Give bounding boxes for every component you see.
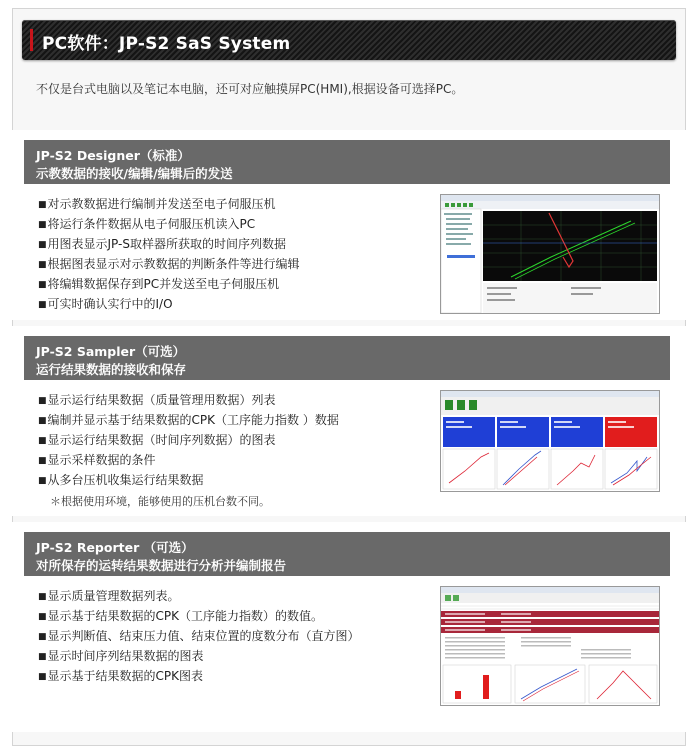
list-item: ■ 显示运行结果数据（质量管理用数据）列表 (38, 390, 339, 410)
sampler-note: ＊根据使用环境，能够使用的压机台数不同。 (50, 495, 270, 508)
list-item: ■ 显示时间序列结果数据的图表 (38, 646, 360, 666)
header-accent-bar (30, 29, 33, 51)
list-item: ■ 显示判断值、结束压力值、结束位置的度数分布（直方图） (38, 626, 360, 646)
list-item: ■ 将运行条件数据从电子伺服压机读入PC (38, 214, 300, 234)
list-item: ■ 显示基于结果数据的CPK（工序能力指数）的数值。 (38, 606, 360, 626)
list-item: ■ 将编辑数据保存到PC并发送至电子伺服压机 (38, 274, 300, 294)
section-subtitle: 对所保存的运转结果数据进行分析并编制报告 (36, 558, 287, 573)
list-item: ■ 显示运行结果数据（时间序列数据）的图表 (38, 430, 339, 450)
section-subtitle: 运行结果数据的接收和保存 (36, 362, 187, 377)
sampler-screenshot (440, 390, 660, 492)
section-title: JP-S2 Reporter （可选） (36, 540, 194, 555)
list-item: ■ 从多台压机收集运行结果数据 (38, 470, 339, 490)
designer-feature-list (38, 194, 300, 314)
section-header-reporter (24, 532, 670, 576)
section-header-sampler (24, 336, 670, 380)
list-item: ■ 用图表显示JP-S取样器所获取的时间序列数据 (38, 234, 300, 254)
section-subtitle: 示教数据的接收/编辑/编辑后的发送 (36, 166, 233, 181)
section-title: JP-S2 Designer（标准） (36, 148, 190, 163)
list-item: ■ 可实时确认实行中的I/O (38, 294, 300, 314)
list-item: ■ 编制并显示基于结果数据的CPK（工序能力指数 ）数据 (38, 410, 339, 430)
section-header-designer (24, 140, 670, 184)
list-item: ■ 显示质量管理数据列表。 (38, 586, 360, 606)
list-item: ■ 显示基于结果数据的CPK图表 (38, 666, 360, 686)
intro-text: 不仅是台式电脑以及笔记本电脑，还可对应触摸屏PC(HMI),根据设备可选择PC。 (36, 82, 464, 96)
page-header (22, 20, 676, 60)
sampler-feature-list (38, 390, 339, 490)
designer-screenshot (440, 194, 660, 314)
list-item: ■ 对示教数据进行编制并发送至电子伺服压机 (38, 194, 300, 214)
page-title: PC软件：JP-S2 SaS System (42, 34, 291, 54)
section-title: JP-S2 Sampler（可选） (36, 344, 186, 359)
reporter-screenshot (440, 586, 660, 706)
list-item: ■ 显示采样数据的条件 (38, 450, 339, 470)
list-item: ■ 根据图表显示对示教数据的判断条件等进行编辑 (38, 254, 300, 274)
reporter-feature-list (38, 586, 360, 686)
